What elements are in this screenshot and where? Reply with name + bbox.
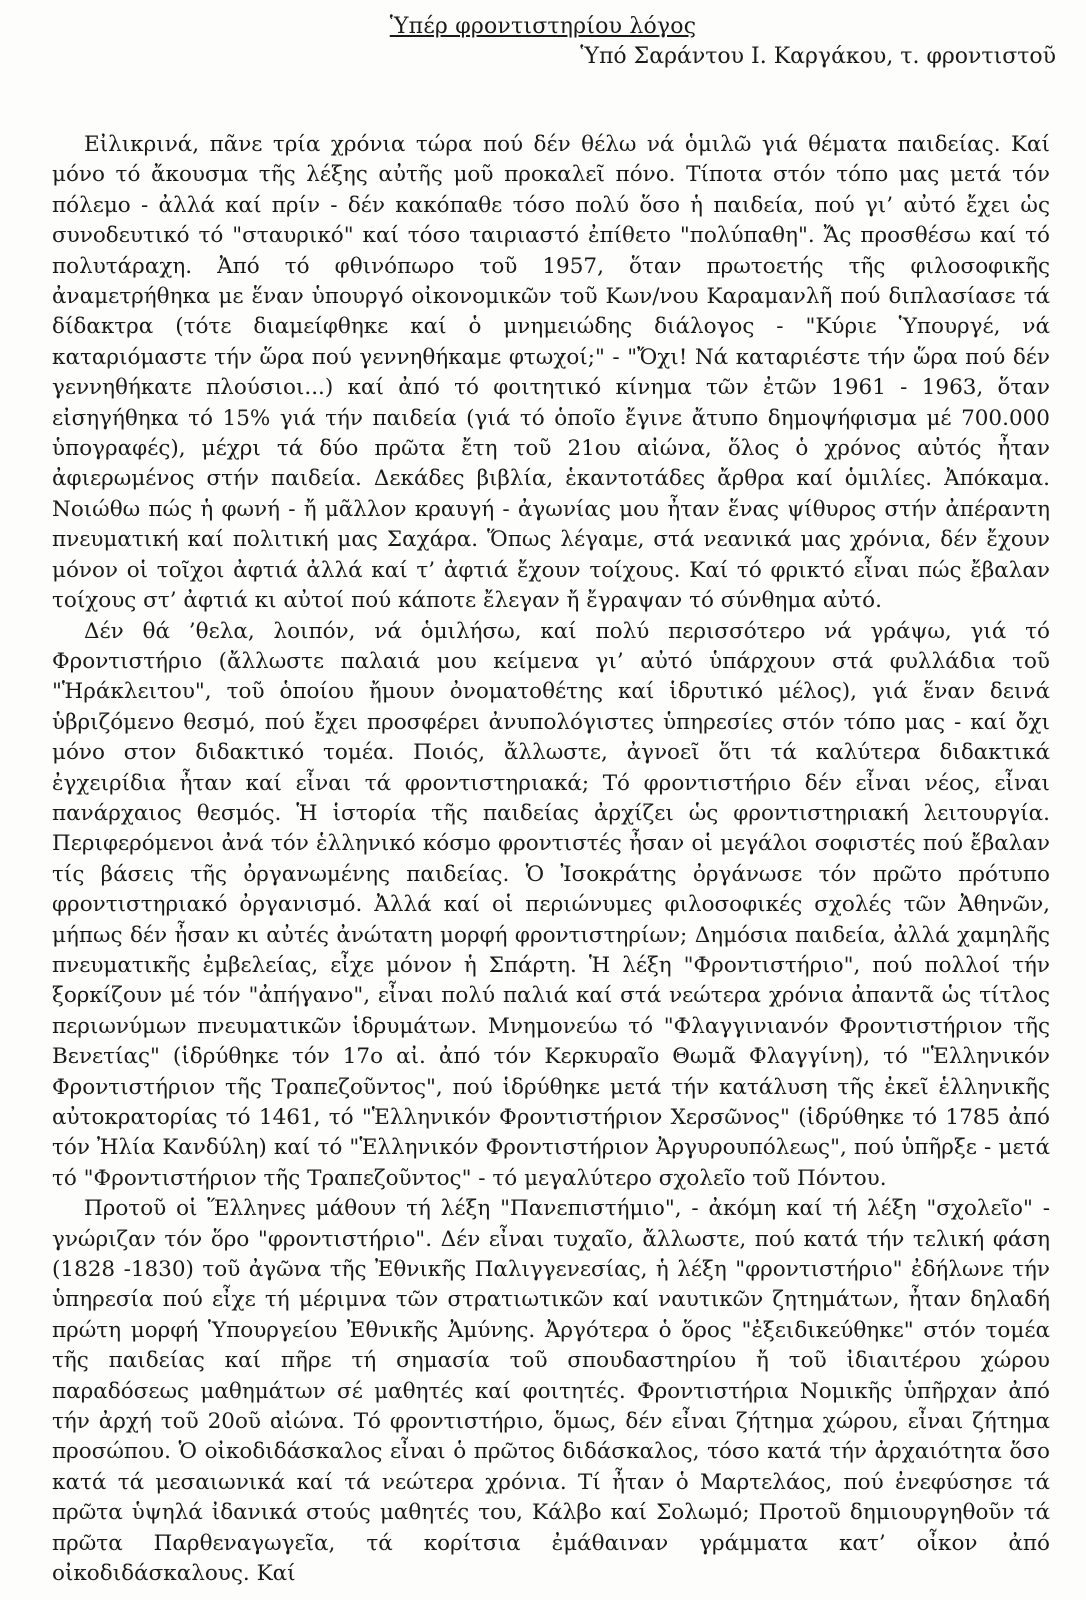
article-title: Ὑπέρ φροντιστηρίου λόγος [389,14,697,39]
article-body [52,130,1050,1590]
paragraph-1: Εἰλικρινά, πᾶνε τρία χρόνια τώρα πού δέν θέλω νά ὁμιλῶ γιά θέματα παιδείας. Καί μόνο τό ἄκουσμα τῆς λέξης αὐτῆς μοῦ προκαλεῖ πόνο. Τίποτα στόν τόπο μας μετά τόν πόλεμο - ἀλλά καί πρίν - δέν κακόπαθε τόσο πολύ ὅσο ἡ παιδεία, πού γι’ αὐτό ἔχει ὡς συνοδευτικό τό "σταυρικό" καί τόσο ταιριαστό ἐπίθετο "πολύπαθη". Ἄς προσθέσω καί τό πολυτάραχη. Ἀπό τό φθινόπωρο τοῦ 1957, ὅταν πρωτοετής τῆς φιλοσοφικῆς ἀναμετρήθηκα με ἕναν ὑπουργό οἰκονομικῶν τοῦ Κων/νου Καραμανλῆ πού διπλασίασε τά δίδακτρα (τότε διαμείφθηκε καί ὁ μνημειώδης διάλογος - "Κύριε Ὑπουργέ, νά καταριόμαστε τήν ὥρα πού γεννηθήκαμε φτωχοί;" - "Ὄχι! Νά καταριέστε τήν ὥρα πού δέν γεννηθήκατε πλούσιοι...) καί ἀπό τό φοιτητικό κίνημα τῶν ἐτῶν 1961 - 1963, ὅταν εἰσηγήθηκα τό 15% γιά τήν παιδεία (γιά τό ὁποῖο ἔγινε ἄτυπο δημοψήφισμα μέ 700.000 ὑπογραφές), μέχρι τά δύο πρῶτα ἔτη τοῦ 21ου αἰώνα, ὅλος ὁ χρόνος αὐτός ἦταν ἀφιερωμένος στήν παιδεία. Δεκάδες βιβλία, ἑκαντοτάδες ἄρθρα καί ὁμιλίες. Ἀπόκαμα. Νοιώθω πώς ἡ φωνή - ἤ μᾶλλον κραυγή - ἀγωνίας μου ἦταν ἕνας ψίθυρος στήν ἀπέραντη πνευματική καί πολιτική μας Σαχάρα. Ὅπως λέγαμε, στά νεανικά μας χρόνια, δέν ἔχουν μόνον οἱ τοῖχοι ἀφτιά ἀλλά καί τ’ ἀφτιά ἔχουν τοίχους. Καί τό φρικτό εἶναι πώς ἔβαλαν τοίχους στ’ ἀφτιά κι αὐτοί πού κάποτε ἔλεγαν ἤ ἔγραψαν τό σύνθημα αὐτό. [52,132,1050,614]
author-byline: Ὑπό Σαράντου Ι. Καργάκου, τ. φροντιστοῦ [580,44,1056,69]
paragraph-3: Προτοῦ οἱ Ἕλληνες μάθουν τή λέξη "Πανεπιστήμιο", - ἀκόμη καί τή λέξη "σχολεῖο" - γνώριζαν τόν ὅρο "φροντιστήριο". Δέν εἶναι τυχαῖο, ἄλλωστε, πού κατά τήν τελική φάση (1828 -1830) τοῦ ἀγῶνα τῆς Ἐθνικῆς Παλιγγενεσίας, ἡ λέξη "φροντιστήριο" ἐδήλωνε τήν ὑπηρεσία πού εἶχε τή μέριμνα τῶν στρατιωτικῶν καί ναυτικῶν ζητημάτων, ἦταν δηλαδή πρώτη μορφή Ὑπουργείου Ἐθνικῆς Ἀμύνης. Ἀργότερα ὁ ὅρος "ἐξειδικεύθηκε" στόν τομέα τῆς παιδείας καί πῆρε τή σημασία τοῦ σπουδαστηρίου ἤ τοῦ ἰδιαιτέρου χώρου παραδόσεως μαθημάτων σέ μαθητές καί φοιτητές. Φροντιστήρια Νομικῆς ὑπῆρχαν ἀπό τήν ἀρχή τοῦ 20οῦ αἰώνα. Τό φροντιστήριο, ὅμως, δέν εἶναι ζήτημα χώρου, εἶναι ζήτημα προσώπου. Ὁ οἰκοδιδάσκαλος εἶναι ὁ πρῶτος διδάσκαλος, τόσο κατά τήν ἀρχαιότητα ὅσο κατά τά μεσαιωνικά καί τά νεώτερα χρόνια. Τί ἦταν ὁ Μαρτελάος, πού ἐνεφύσησε τά πρῶτα ὑψηλά ἰδανικά στούς μαθητές του, Κάλβο καί Σολωμό; Προτοῦ δημιουργηθοῦν τά πρῶτα Παρθεναγωγεῖα, τά κορίτσια ἐμάθαιναν γράμματα κατ’ οἶκον ἀπό οἰκοδιδάσκαλους. Καί [52,1196,1050,1587]
paragraph-2: Δέν θά ’θελα, λοιπόν, νά ὁμιλήσω, καί πολύ περισσότερο νά γράψω, γιά τό Φροντιστήριο (ἄλλωστε παλαιά μου κείμενα γι’ αὐτό ὑπάρχουν στά φυλλάδια τοῦ "Ἡράκλειτου", τοῦ ὁποίου ἤμουν ὀνοματοθέτης καί ἱδρυτικό μέλος), γιά ἕναν δεινά ὑβριζόμενο θεσμό, πού ἔχει προσφέρει ἀνυπολόγιστες ὑπηρεσίες στόν τόπο μας - καί ὄχι μόνο στον διδακτικό τομέα. Ποιός, ἄλλωστε, ἀγνοεῖ ὅτι τά καλύτερα διδακτικά ἐγχειρίδια ἦταν καί εἶναι τά φροντιστηριακά; Τό φροντιστήριο δέν εἶναι νέος, εἶναι πανάρχαιος θεσμός. Ἡ ἱστορία τῆς παιδείας ἀρχίζει ὡς φροντιστηριακή λειτουργία. Περιφερόμενοι ἀνά τόν ἑλληνικό κόσμο φροντιστές ἦσαν οἱ μεγάλοι σοφιστές πού ἔβαλαν τίς βάσεις τῆς ὀργανωμένης παιδείας. Ὁ Ἰσοκράτης ὀργάνωσε τόν πρῶτο πρότυπο φροντιστηριακό ὀργανισμό. Ἀλλά καί οἱ περιώνυμες φιλοσοφικές σχολές τῶν Ἀθηνῶν, μήπως δέν ἦσαν κι αὐτές ἀνώτατη μορφή φροντιστηρίων; Δημόσια παιδεία, ἀλλά χαμηλῆς πνευματικῆς ἐμβελείας, εἶχε μόνον ἡ Σπάρτη. Ἡ λέξη "Φροντιστήριο", πού πολλοί τήν ξορκίζουν μέ τόν "ἀπήγανο", εἶναι πολύ παλιά καί στά νεώτερα χρόνια ἀπαντᾶ ὡς τίτλος περιωνύμων πνευματικῶν ἱδρυμάτων. Μνημονεύω τό "Φλαγγινιανόν Φροντιστήριον τῆς Βενετίας" (ἱδρύθηκε τόν 17ο αἰ. ἀπό τόν Κερκυραῖο Θωμᾶ Φλαγγίνη), τό "Ἑλληνικόν Φροντιστήριον τῆς Τραπεζοῦντος", πού ἱδρύθηκε μετά τήν κατάλυση τῆς ἐκεῖ ἑλληνικῆς αὐτοκρατορίας τό 1461, τό "Ἑλληνικόν Φροντιστήριον Χερσῶνος" (ἱδρύθηκε τό 1785 ἀπό τόν Ἠλία Κανδύλη) καί τό "Ἑλληνικόν Φροντιστήριον Ἀργυρουπόλεως", πού ὑπῆρξε - μετά τό "Φροντιστήριον τῆς Τραπεζοῦντος" - τό μεγαλύτερο σχολεῖο τοῦ Πόντου. [52,618,1050,1191]
